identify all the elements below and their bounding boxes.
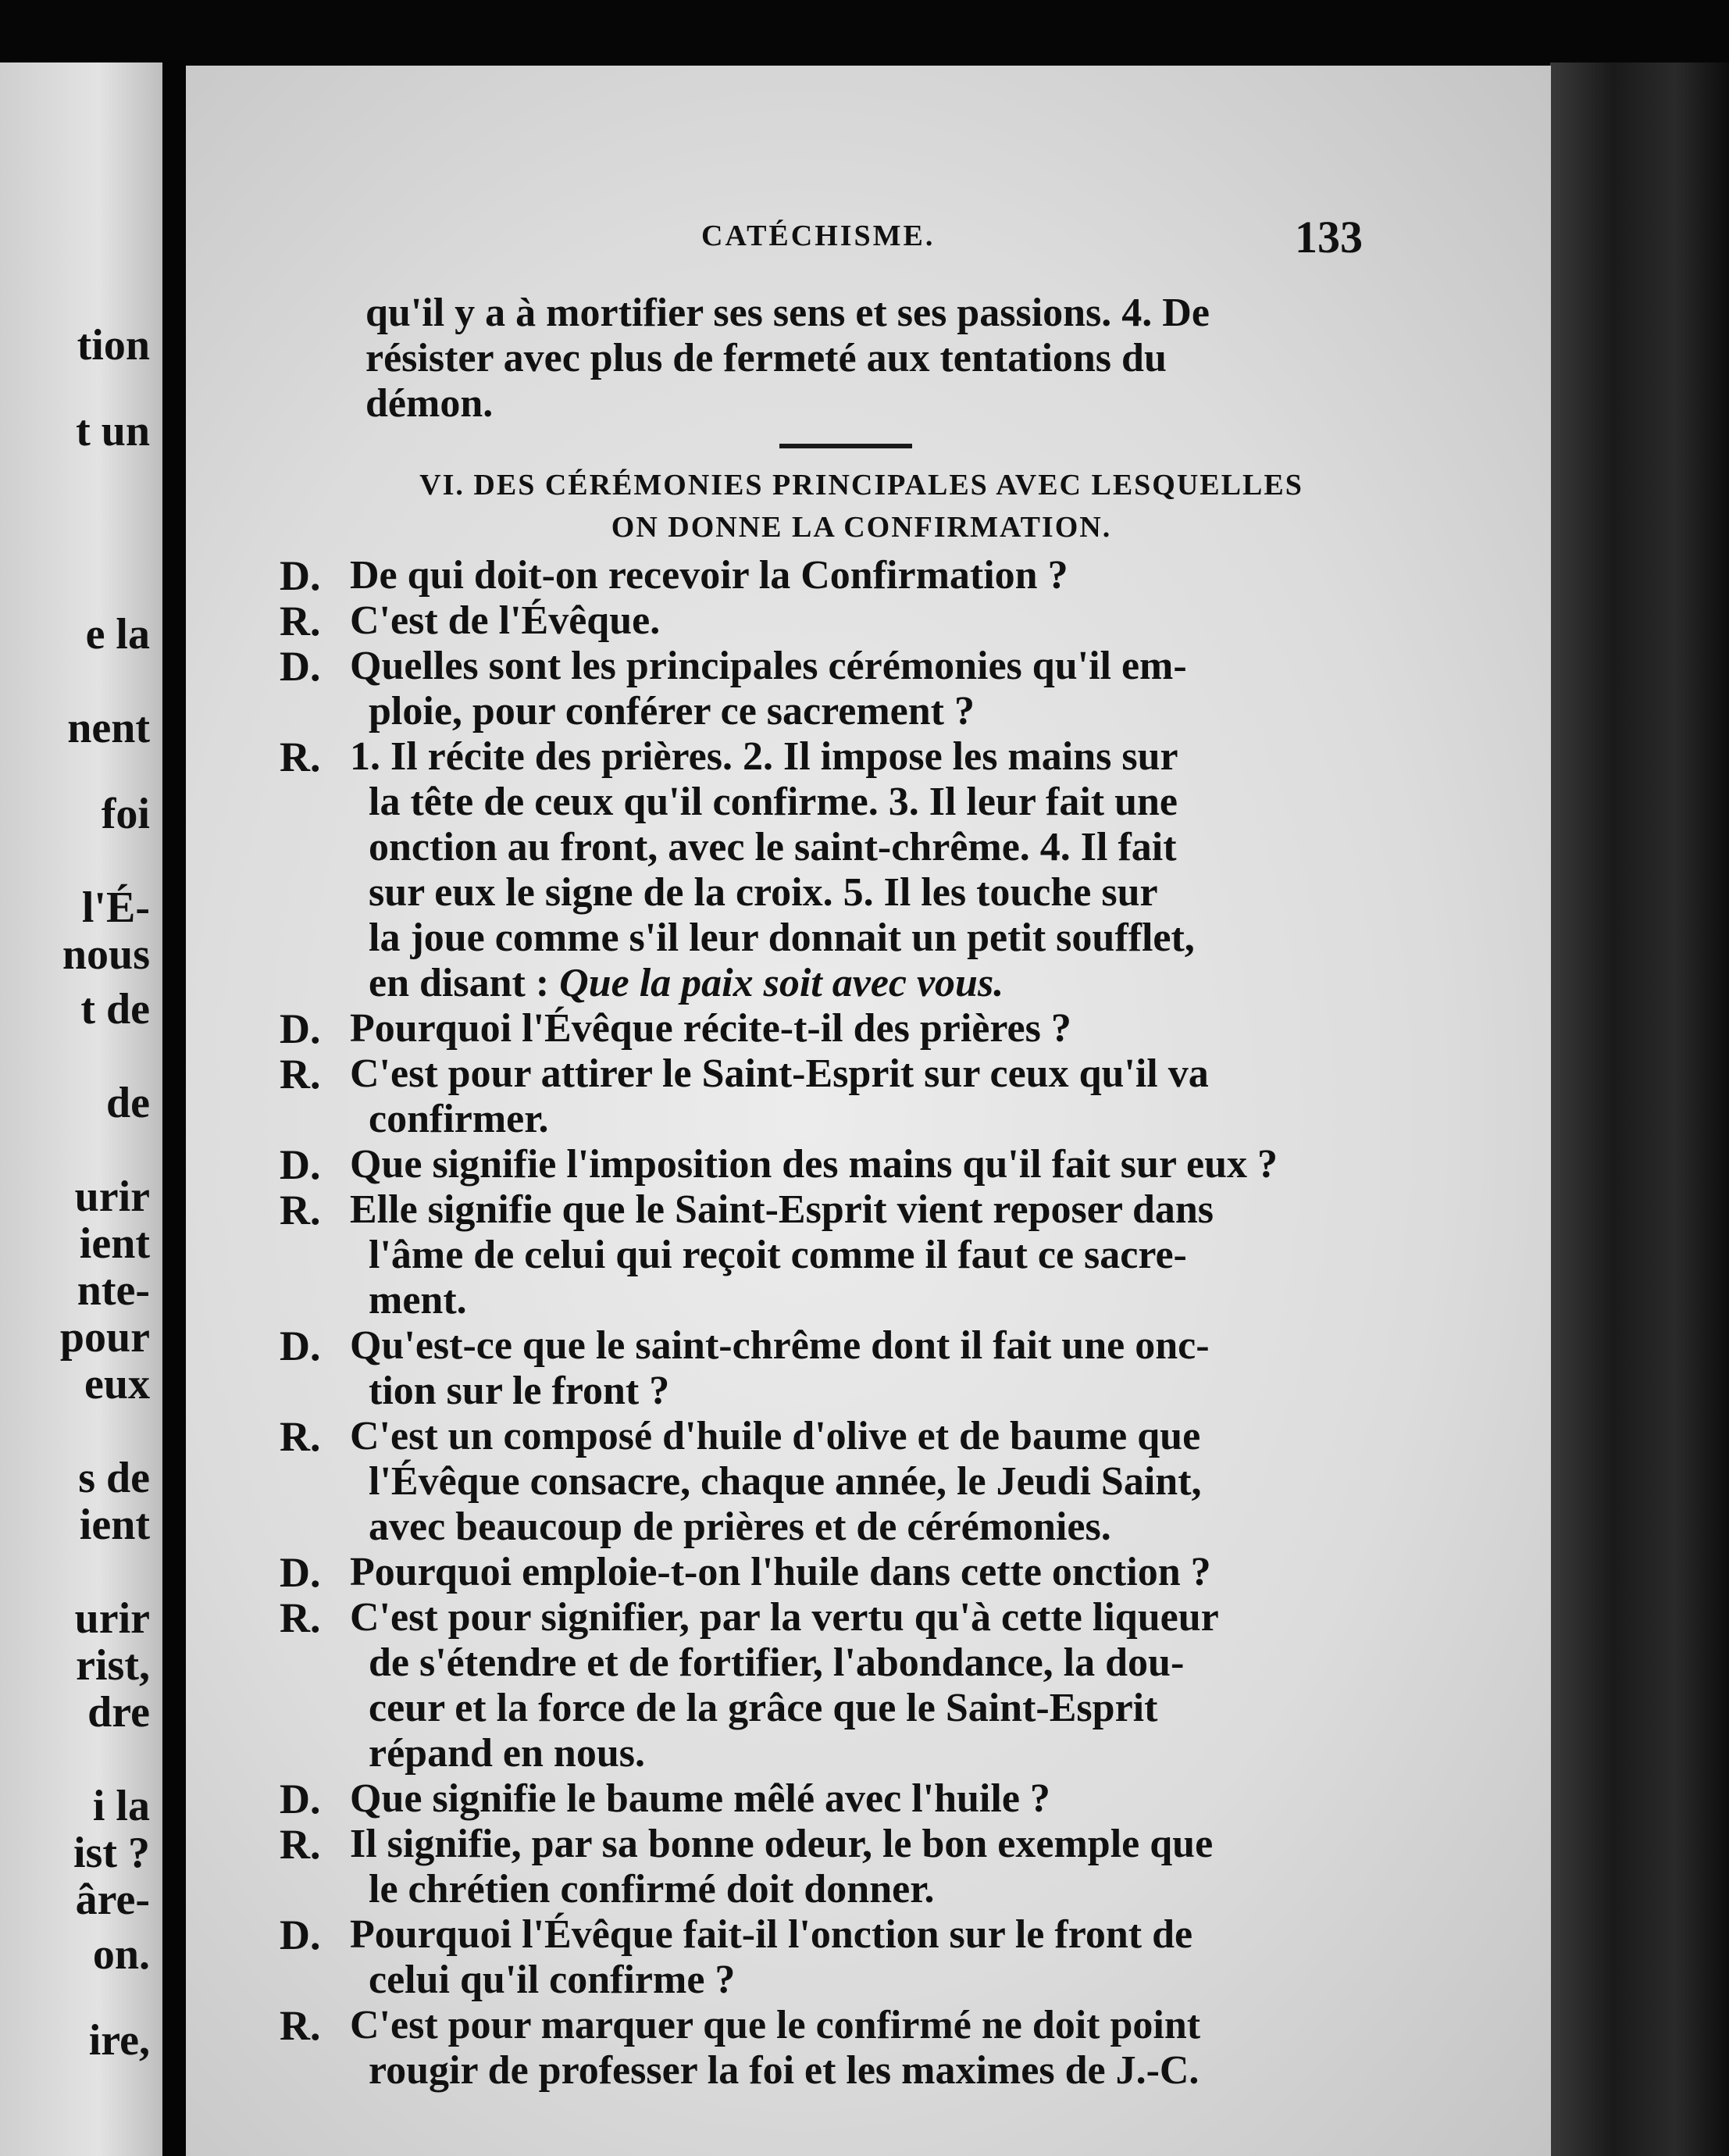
facing-page-fragment: nte-: [77, 1266, 150, 1315]
answer-entry: [280, 734, 1412, 1006]
entry-text: [350, 1414, 1412, 1550]
facing-page-fragment: on.: [92, 1930, 150, 1979]
text-line: la tête de ceux qu'il confirme. 3. Il leur fait une: [369, 780, 1178, 824]
section-heading: [311, 464, 1412, 548]
facing-page-fragment: i la: [92, 1782, 150, 1830]
text-line: l'Évêque consacre, chaque année, le Jeudi Saint,: [369, 1459, 1202, 1504]
facing-page-fragment: s de: [78, 1454, 150, 1502]
answer-entry: [280, 1414, 1412, 1550]
text-line: Que signifie l'imposition des mains qu'il fait sur eux ?: [350, 1142, 1278, 1187]
entry-text: [350, 1776, 1412, 1822]
heading-line: VI. DES CÉRÉMONIES PRINCIPALES AVEC LESQUELLES: [419, 469, 1303, 502]
catechism-entries: [280, 553, 1412, 2094]
text-line: onction au front, avec le saint-chrême. 4. Il fait: [369, 825, 1177, 869]
text-line: C'est un composé d'huile d'olive et de baume que: [350, 1414, 1201, 1458]
page-header: [186, 211, 1363, 262]
question-entry: [280, 1006, 1412, 1051]
answer-marker: R.: [280, 1051, 321, 1098]
question-marker: D.: [280, 1776, 321, 1822]
text-line: celui qu'il confirme ?: [369, 1958, 736, 2002]
text-line: C'est pour signifier, par la vertu qu'à cette liqueur: [350, 1595, 1219, 1640]
answer-marker: R.: [280, 1413, 321, 1460]
facing-page-fragment: ient: [79, 1219, 150, 1268]
question-entry: [280, 1323, 1412, 1414]
text-line: qu'il y a à mortifier ses sens et ses passions. 4. De: [365, 291, 1210, 335]
text-line: C'est de l'Évêque.: [350, 598, 661, 643]
facing-page-fragment: t un: [76, 407, 150, 455]
answer-marker: R.: [280, 2002, 321, 2049]
text-line: de s'étendre et de fortifier, l'abondance, la dou-: [369, 1640, 1185, 1685]
text-line: la joue comme s'il leur donnait un petit soufflet,: [369, 916, 1195, 960]
text-line: ceur et la force de la grâce que le Saint-Esprit: [369, 1686, 1158, 1730]
text-line: [350, 961, 1412, 1006]
answer-entry: [280, 1051, 1412, 1142]
answer-entry: [280, 2003, 1412, 2094]
facing-page-fragment: dre: [87, 1688, 150, 1737]
entry-text: [350, 1822, 1412, 1912]
question-entry: [280, 644, 1412, 734]
question-entry: [280, 1142, 1412, 1187]
question-marker: D.: [280, 1323, 321, 1369]
entry-text: [350, 1595, 1412, 1776]
facing-page-left: [0, 62, 164, 2156]
entry-text: [350, 644, 1412, 734]
text-line: démon.: [365, 381, 494, 426]
facing-page-fragment: nent: [67, 704, 150, 752]
answer-entry: [280, 1822, 1412, 1912]
question-marker: D.: [280, 552, 321, 599]
page-edge-shadow: [1550, 62, 1729, 2156]
text-line: De qui doit-on recevoir la Confirmation ?: [350, 553, 1068, 598]
question-marker: D.: [280, 643, 321, 690]
facing-page-fragment: âre-: [75, 1876, 150, 1924]
text-segment: en disant :: [369, 961, 560, 1005]
continued-paragraph: [365, 291, 1412, 427]
text-line: ment.: [369, 1278, 467, 1323]
facing-page-fragment: ire,: [88, 2016, 150, 2065]
text-line: Pourquoi l'Évêque récite-t-il des prières ?: [350, 1006, 1071, 1051]
facing-page-fragment: de: [106, 1079, 150, 1127]
entry-text: [350, 1006, 1412, 1051]
entry-text: [350, 1051, 1412, 1142]
entry-text: [350, 598, 1412, 644]
text-line: résister avec plus de fermeté aux tentations du: [365, 336, 1167, 380]
answer-marker: R.: [280, 1821, 321, 1868]
facing-page-fragment: tion: [77, 321, 150, 369]
entry-text: [350, 2003, 1412, 2094]
book-gutter: [162, 62, 186, 2156]
text-line: confirmer.: [369, 1097, 549, 1141]
answer-marker: R.: [280, 598, 321, 644]
text-line: Pourquoi emploie-t-on l'huile dans cette onction ?: [350, 1550, 1211, 1594]
entry-text: [350, 1142, 1412, 1187]
facing-page-fragment: e la: [85, 610, 150, 659]
text-line: sur eux le signe de la croix. 5. Il les touche sur: [369, 870, 1158, 915]
entry-text: [350, 1912, 1412, 2003]
question-marker: D.: [280, 1549, 321, 1596]
facing-page-fragment: pour: [59, 1313, 150, 1362]
facing-page-fragment: nous: [62, 930, 150, 979]
book-page: [186, 66, 1551, 2156]
text-line: le chrétien confirmé doit donner.: [369, 1867, 935, 1911]
answer-marker: R.: [280, 1594, 321, 1641]
text-line: C'est pour attirer le Saint-Esprit sur ceux qu'il va: [350, 1051, 1209, 1096]
facing-page-fragment: foi: [101, 790, 150, 838]
text-line: Qu'est-ce que le saint-chrême dont il fait une onc-: [350, 1323, 1210, 1368]
entry-text: [350, 1550, 1412, 1595]
question-entry: [280, 1912, 1412, 2003]
answer-marker: R.: [280, 734, 321, 780]
facing-page-fragment: eux: [84, 1360, 150, 1408]
text-line: répand en nous.: [369, 1731, 645, 1776]
entry-text: [350, 1187, 1412, 1323]
question-marker: D.: [280, 1005, 321, 1052]
text-line: avec beaucoup de prières et de cérémonies.: [369, 1505, 1111, 1549]
answer-entry: [280, 1187, 1412, 1323]
facing-page-fragment: t de: [80, 985, 150, 1033]
answer-entry: [280, 1595, 1412, 1776]
text-line: Que signifie le baume mêlé avec l'huile ?: [350, 1776, 1050, 1821]
italic-quote: Que la paix soit avec vous.: [559, 961, 1004, 1005]
heading-line: ON DONNE LA CONFIRMATION.: [611, 511, 1112, 544]
question-entry: [280, 1776, 1412, 1822]
section-divider: [779, 444, 912, 448]
text-line: Quelles sont les principales cérémonies qu'il em-: [350, 644, 1187, 688]
facing-page-fragment: ist ?: [73, 1829, 150, 1877]
question-entry: [280, 1550, 1412, 1595]
text-line: ploie, pour conférer ce sacrement ?: [369, 689, 975, 734]
page-body: [280, 291, 1412, 2094]
answer-marker: R.: [280, 1187, 321, 1233]
text-line: Pourquoi l'Évêque fait-il l'onction sur le front de: [350, 1912, 1193, 1957]
entry-text: [350, 553, 1412, 598]
text-line: C'est pour marquer que le confirmé ne doit point: [350, 2003, 1201, 2047]
question-marker: D.: [280, 1911, 321, 1958]
text-line: l'âme de celui qui reçoit comme il faut ce sacre-: [369, 1233, 1187, 1277]
answer-entry: [280, 598, 1412, 644]
text-line: rougir de professer la foi et les maximes de J.-C.: [369, 2048, 1200, 2093]
text-line: Elle signifie que le Saint-Esprit vient reposer dans: [350, 1187, 1214, 1232]
running-title: CATÉCHISME.: [701, 220, 936, 252]
text-line: 1. Il récite des prières. 2. Il impose les mains sur: [350, 734, 1178, 779]
facing-page-fragment: rist,: [76, 1641, 150, 1690]
entry-text: [350, 734, 1412, 1006]
page-number: 133: [1295, 212, 1363, 262]
question-marker: D.: [280, 1141, 321, 1188]
entry-text: [350, 1323, 1412, 1414]
facing-page-fragment: urir: [74, 1594, 150, 1643]
text-line: Il signifie, par sa bonne odeur, le bon exemple que: [350, 1822, 1214, 1866]
text-line: tion sur le front ?: [369, 1369, 670, 1413]
question-entry: [280, 553, 1412, 598]
facing-page-fragment: ient: [79, 1501, 150, 1549]
facing-page-fragment: l'É-: [81, 883, 150, 932]
facing-page-fragment: urir: [74, 1173, 150, 1221]
